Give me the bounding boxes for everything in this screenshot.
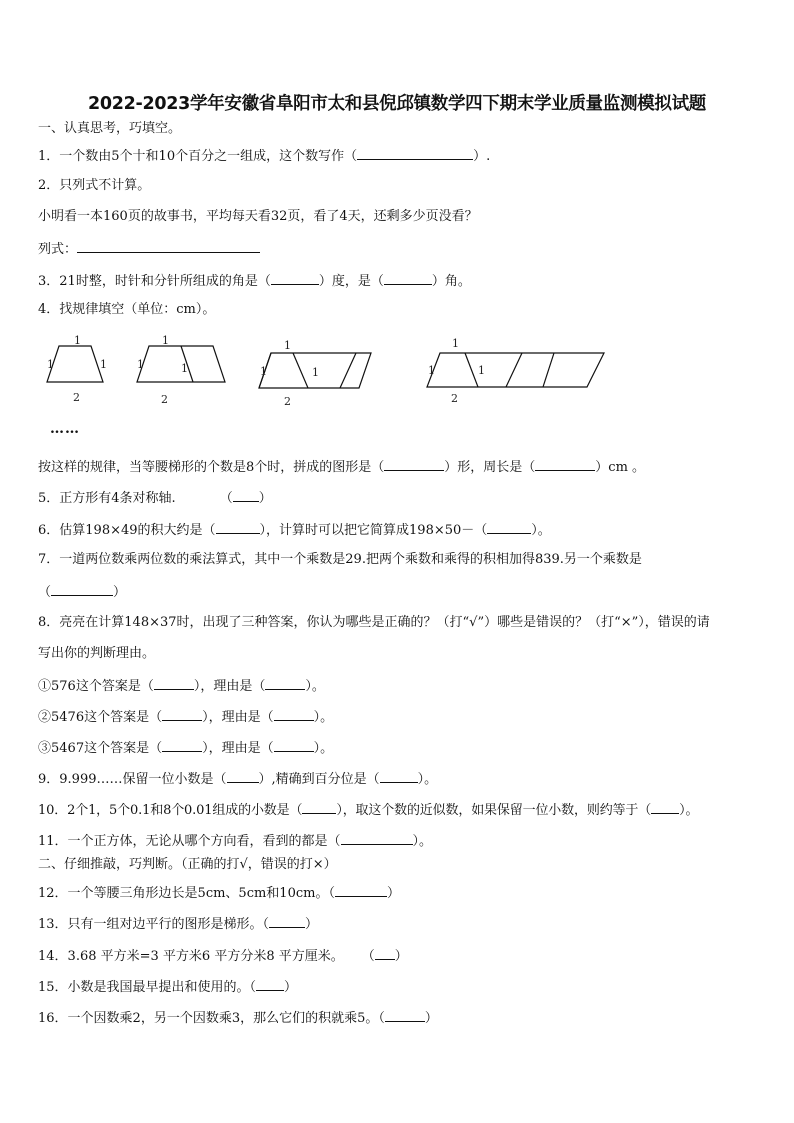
paren-open: （ [361, 949, 375, 964]
divider-line [340, 353, 356, 388]
question-4: 4．找规律填空（单位：cm）。 [38, 302, 216, 317]
question-6 [38, 520, 551, 540]
question-3 [38, 271, 471, 291]
question-16-end: ） [424, 1011, 438, 1026]
option-end: ）。 [313, 741, 334, 756]
question-15-end: ） [284, 980, 298, 995]
section-2-heading: 二、仔细推敲，巧判断。（正确的打√，错误的打×） [38, 857, 337, 872]
question-7-line2 [38, 582, 126, 602]
label-side: 1 [181, 362, 188, 375]
question-14-text: 14．3.68 平方米=3 平方米6 平方分米8 平方厘米。 [38, 949, 344, 964]
answer-blank[interactable] [385, 1008, 425, 1022]
answer-blank[interactable] [154, 676, 194, 690]
label-side: 1 [428, 364, 435, 377]
question-12-text: 12．一个等腰三角形边长是5cm、5cm和10cm。（ [38, 886, 335, 901]
answer-blank[interactable] [302, 800, 336, 814]
formula-blank[interactable] [77, 239, 260, 253]
question-8-option-b [38, 707, 333, 727]
question-12-end: ） [386, 886, 400, 901]
answer-blank[interactable] [227, 769, 259, 783]
paren-close: ） [113, 585, 127, 600]
label-bottom: 2 [73, 391, 80, 404]
paren-close: ） [258, 491, 272, 506]
label-side: 1 [312, 366, 319, 379]
question-6-text: 6．估算198×49的积大约是（ [38, 523, 216, 538]
question-6-end: ）。 [531, 523, 551, 538]
question-15 [38, 977, 297, 997]
question-8-option-a [38, 676, 325, 696]
question-11-text: 11．一个正方体，无论从哪个方向看，看到的都是（ [38, 834, 341, 849]
answer-blank[interactable] [162, 738, 202, 752]
question-1-end: ）. [473, 149, 491, 164]
question-3-text: 3．21时整，时针和分针所组成的角是（ [38, 274, 271, 289]
question-13-text: 13．只有一组对边平行的图形是梯形。（ [38, 917, 270, 932]
question-14 [38, 946, 408, 966]
question-2-text: 小明看一本160页的故事书，平均每天看32页，看了4天，还剩多少页没看？ [38, 209, 478, 224]
label-side: 1 [100, 358, 107, 371]
label-bottom: 2 [284, 395, 291, 408]
question-9-mid: ）,精确到百分位是（ [258, 772, 380, 787]
divider-line [543, 353, 554, 387]
answer-blank[interactable] [375, 946, 395, 960]
question-3-mid: ）度，是（ [318, 274, 384, 289]
paren-open: （ [219, 491, 233, 506]
reason-blank[interactable] [274, 738, 314, 752]
question-3-end: ）角。 [431, 274, 471, 289]
question-8-option-c [38, 738, 333, 758]
answer-blank[interactable] [51, 582, 113, 596]
divider-line [465, 353, 478, 387]
answer-blank[interactable] [335, 883, 387, 897]
answer-blank[interactable] [384, 457, 444, 471]
question-8-line2: 写出你的判断理由。 [38, 646, 156, 661]
question-11 [38, 831, 432, 851]
answer-blank[interactable] [216, 520, 260, 534]
label-side: 1 [137, 358, 144, 371]
question-13 [38, 914, 318, 934]
question-11-end: ）。 [412, 834, 433, 849]
question-16 [38, 1008, 438, 1028]
option-text: ③5467这个答案是（ [38, 741, 163, 756]
question-12 [38, 883, 400, 903]
label-side: 1 [47, 358, 54, 371]
label-side: 1 [260, 365, 267, 378]
label-bottom: 2 [451, 392, 458, 405]
question-2-formula [38, 239, 260, 259]
question-9 [38, 769, 437, 789]
reason-label: ），理由是（ [202, 741, 274, 756]
question-4-text-start: 按这样的规律，当等腰梯形的个数是8个时，拼成的图形是（ [38, 460, 385, 475]
divider-line [293, 353, 308, 388]
formula-label: 列式： [38, 242, 78, 257]
option-end: ）。 [305, 679, 325, 694]
question-6-mid: ），计算时可以把它简算成198×50－（ [259, 523, 488, 538]
divider-line [506, 353, 522, 387]
answer-blank[interactable] [269, 914, 305, 928]
page-title: 2022-2023学年安徽省阜阳市太和县倪邱镇数学四下期末学业质量监测模拟试题 [88, 94, 706, 114]
paren-close: ） [394, 949, 408, 964]
question-10-mid: ），取这个数的近似数，如果保留一位小数，则约等于（ [336, 803, 652, 818]
label-top: 1 [74, 334, 81, 347]
question-2: 2．只列式不计算。 [38, 178, 151, 193]
paren-open: （ [38, 585, 52, 600]
question-8: 8．亮亮在计算148×37时，出现了三种答案，你认为哪些是正确的？（打“√”）哪些是错误的？（打“×”），错误的请 [38, 615, 710, 630]
question-4-end: ）cm 。 [595, 460, 646, 475]
question-15-text: 15．小数是我国最早提出和使用的。（ [38, 980, 257, 995]
answer-blank[interactable] [256, 977, 284, 991]
reason-blank[interactable] [265, 676, 305, 690]
option-end: ）。 [313, 710, 334, 725]
question-4-mid: ）形，周长是（ [444, 460, 536, 475]
answer-blank[interactable] [380, 769, 418, 783]
question-13-end: ） [305, 917, 319, 932]
question-1-text: 1．一个数由5个十和10个百分之一组成，这个数写作（ [38, 149, 358, 164]
label-side: 1 [478, 364, 485, 377]
question-9-text: 9．9.999……保留一位小数是（ [38, 772, 227, 787]
trapezoid-pattern-figure [38, 332, 688, 412]
reason-label: ），理由是（ [193, 679, 266, 694]
question-5 [38, 488, 272, 508]
answer-blank[interactable] [535, 457, 595, 471]
ellipsis: …… [50, 421, 80, 437]
question-4-text [38, 457, 645, 477]
label-top: 1 [284, 339, 291, 352]
parallelogram-row-4 [427, 353, 604, 387]
label-top: 1 [162, 334, 169, 347]
label-top: 1 [452, 337, 459, 350]
answer-blank[interactable] [271, 271, 319, 285]
answer-blank[interactable] [651, 800, 679, 814]
reason-label: ），理由是（ [202, 710, 274, 725]
question-10-end: ）。 [679, 803, 699, 818]
question-7: 7．一道两位数乘两位数的乘法算式，其中一个乘数是29.把两个乘数和乘得的积相加得839.另一个乘数是 [38, 552, 642, 567]
question-1 [38, 146, 490, 166]
question-10 [38, 800, 698, 820]
question-5-text: 5．正方形有4条对称轴. [38, 491, 176, 506]
question-16-text: 16．一个因数乘2，另一个因数乘3，那么它们的积就乘5。（ [38, 1011, 385, 1026]
question-9-end: ）。 [417, 772, 438, 787]
trapezoid-1 [47, 346, 103, 382]
answer-blank[interactable] [487, 520, 531, 534]
question-10-text: 10．2个1，5个0.1和8个0.01组成的小数是（ [38, 803, 303, 818]
answer-blank[interactable] [384, 271, 432, 285]
answer-blank[interactable] [357, 146, 473, 160]
answer-blank[interactable] [233, 488, 259, 502]
label-bottom: 2 [161, 393, 168, 406]
option-text: ②5476这个答案是（ [38, 710, 163, 725]
option-text: ①576这个答案是（ [38, 679, 154, 694]
answer-blank[interactable] [341, 831, 413, 845]
section-1-heading: 一、认真思考，巧填空。 [38, 121, 182, 136]
reason-blank[interactable] [274, 707, 314, 721]
answer-blank[interactable] [162, 707, 202, 721]
